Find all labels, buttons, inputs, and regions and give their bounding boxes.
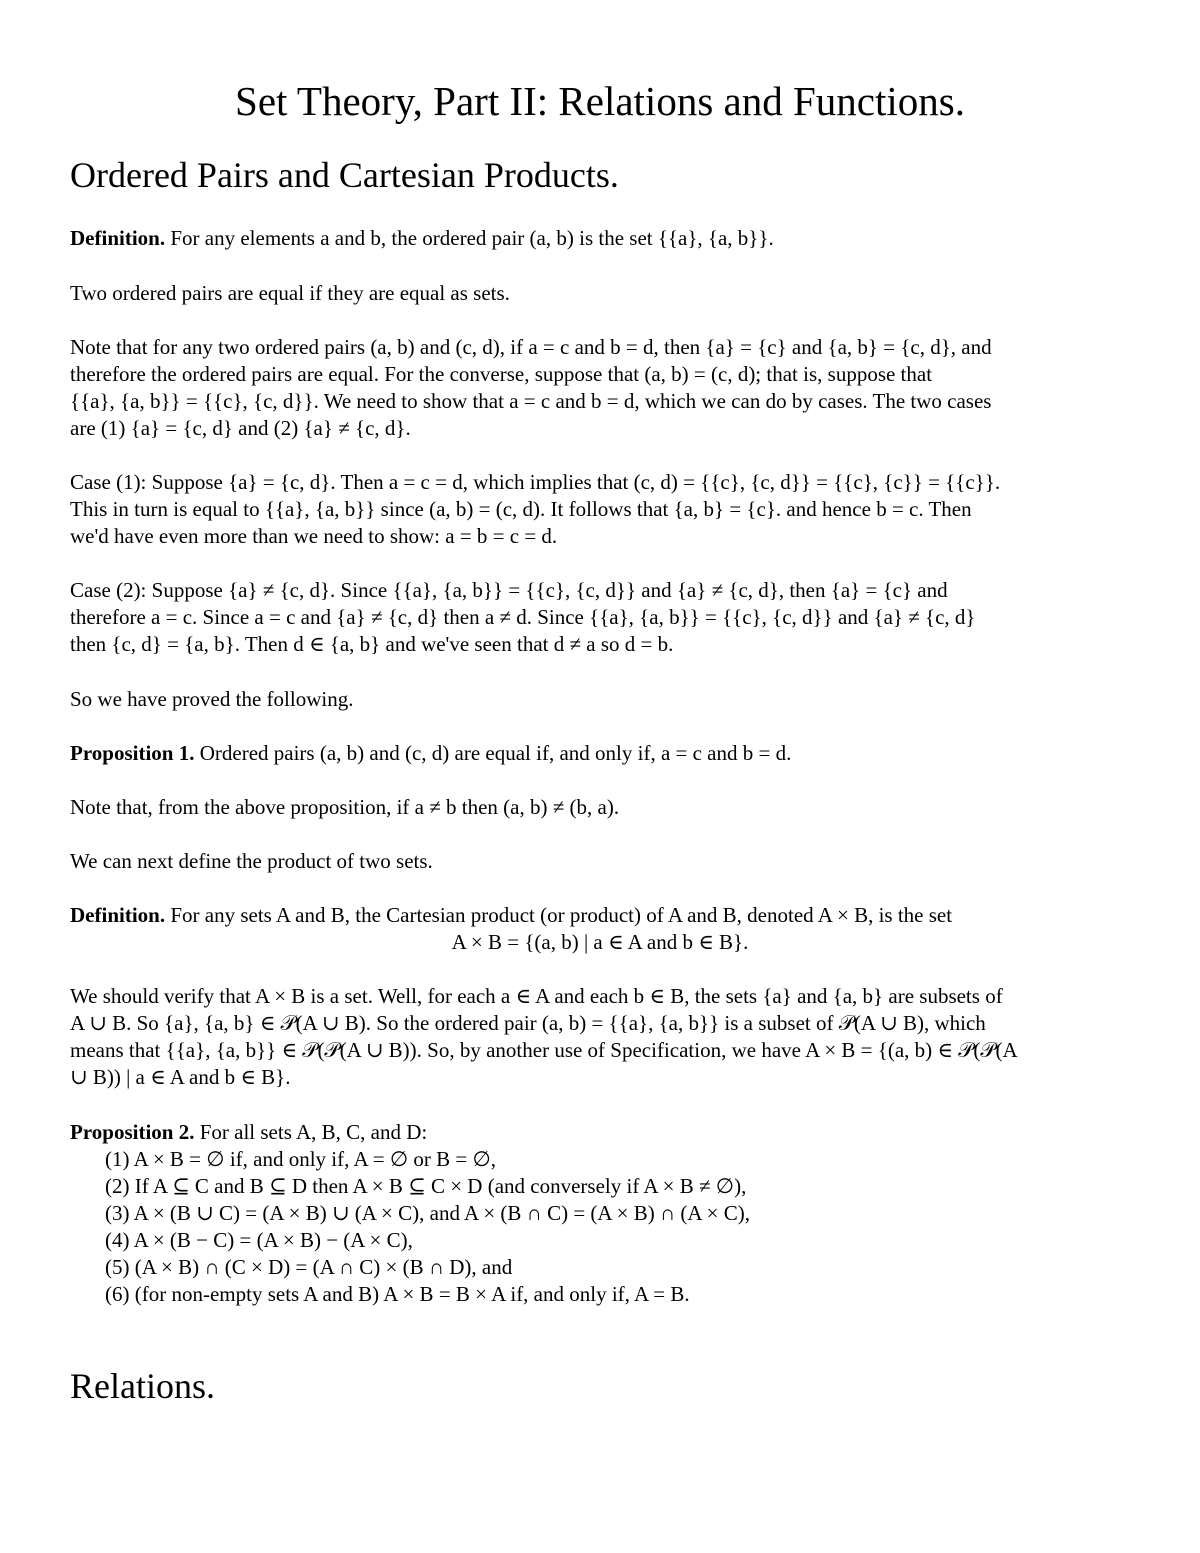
proposition-text: For all sets A, B, C, and D: [199, 1120, 428, 1144]
paragraph-so-we: So we have proved the following. [70, 687, 354, 711]
paragraph-line: are (1) {a} = {c, d} and (2) {a} ≠ {c, d}. [70, 416, 411, 440]
proposition-2 [70, 1119, 1130, 1308]
proposition-label: Proposition 2. [70, 1120, 195, 1144]
paragraph-line: means that {{a}, {a, b}} ∈ 𝒫(𝒫(A ∪ B)). So, by another use of Specification, we have A × B = {(a, b) ∈ 𝒫(𝒫(A [70, 1038, 1018, 1062]
paragraph-line: ∪ B)) | a ∈ A and b ∈ B}. [70, 1065, 291, 1089]
paragraph-line: Case (1): Suppose {a} = {c, d}. Then a = c = d, which implies that (c, d) = {{c}, {c, d}} = {{c}, {c}} = {{c}}. [70, 470, 1001, 494]
proposition-item: (1) A × B = ∅ if, and only if, A = ∅ or B = ∅, [105, 1147, 497, 1171]
paragraph-verify [70, 983, 1130, 1091]
proposition-1 [70, 740, 1130, 767]
section-heading-relations: Relations. [70, 1366, 215, 1406]
paragraph-line: {{a}, {a, b}} = {{c}, {c, d}}. We need to show that a = c and b = d, which we can do by cases. The two cases [70, 389, 992, 413]
paragraph-line: therefore the ordered pairs are equal. For the converse, suppose that (a, b) = (c, d); that is, suppose that [70, 362, 933, 386]
paragraph-note [70, 334, 1130, 442]
section-heading-ordered-pairs: Ordered Pairs and Cartesian Products. [70, 155, 619, 195]
proposition-label: Proposition 1. [70, 741, 195, 765]
paragraph-note-2: Note that, from the above proposition, if a ≠ b then (a, b) ≠ (b, a). [70, 795, 620, 819]
paragraph-line: Case (2): Suppose {a} ≠ {c, d}. Since {{a}, {a, b}} = {{c}, {c, d}} and {a} ≠ {c, d}, then {a} = {c} and [70, 578, 948, 602]
proposition-item: (4) A × (B − C) = (A × B) − (A × C), [105, 1228, 413, 1252]
paragraph-line: This in turn is equal to {{a}, {a, b}} since (a, b) = (c, d). It follows that {a, b} = {c}. and hence b = c. Then [70, 497, 972, 521]
paragraph-equality: Two ordered pairs are equal if they are equal as sets. [70, 281, 510, 305]
definition-cartesian-product [70, 902, 1130, 956]
definition-text: For any elements a and b, the ordered pair (a, b) is the set {{a}, {a, b}}. [170, 226, 774, 250]
paragraph-line: Note that for any two ordered pairs (a, b) and (c, d), if a = c and b = d, then {a} = {c} and {a, b} = {c, d}, and [70, 335, 992, 359]
proposition-item: (3) A × (B ∪ C) = (A × B) ∪ (A × C), and A × (B ∩ C) = (A × B) ∩ (A × C), [105, 1201, 751, 1225]
definition-label: Definition. [70, 226, 166, 250]
proposition-item: (2) If A ⊆ C and B ⊆ D then A × B ⊆ C × D (and conversely if A × B ≠ ∅), [105, 1174, 747, 1198]
definition-ordered-pair [70, 225, 1130, 252]
paragraph-line: therefore a = c. Since a = c and {a} ≠ {c, d} then a ≠ d. Since {{a}, {a, b}} = {{c}, {c, d}} and {a} ≠ {c, d} [70, 605, 976, 629]
page-title: Set Theory, Part II: Relations and Functions. [235, 78, 965, 124]
paragraph-case-2 [70, 577, 1130, 658]
definition-text: For any sets A and B, the Cartesian product (or product) of A and B, denoted A × B, is the set [170, 903, 953, 927]
definition-formula: A × B = {(a, b) | a ∈ A and b ∈ B}. [451, 930, 749, 954]
paragraph-line: then {c, d} = {a, b}. Then d ∈ {a, b} and we've seen that d ≠ a so d = b. [70, 632, 674, 656]
paragraph-line: we'd have even more than we need to show: a = b = c = d. [70, 524, 558, 548]
proposition-text: Ordered pairs (a, b) and (c, d) are equal if, and only if, a = c and b = d. [199, 741, 792, 765]
paragraph-line: We should verify that A × B is a set. Well, for each a ∈ A and each b ∈ B, the sets {a} and {a, b} are subsets of [70, 984, 1003, 1008]
proposition-item: (6) (for non-empty sets A and B) A × B = B × A if, and only if, A = B. [105, 1282, 690, 1306]
definition-label: Definition. [70, 903, 166, 927]
proposition-item: (5) (A × B) ∩ (C × D) = (A ∩ C) × (B ∩ D), and [105, 1255, 513, 1279]
paragraph-next: We can next define the product of two sets. [70, 849, 433, 873]
paragraph-case-1 [70, 469, 1130, 550]
paragraph-line: A ∪ B. So {a}, {a, b} ∈ 𝒫(A ∪ B). So the ordered pair (a, b) = {{a}, {a, b}} is a subset of 𝒫(A ∪ B), which [70, 1011, 986, 1035]
